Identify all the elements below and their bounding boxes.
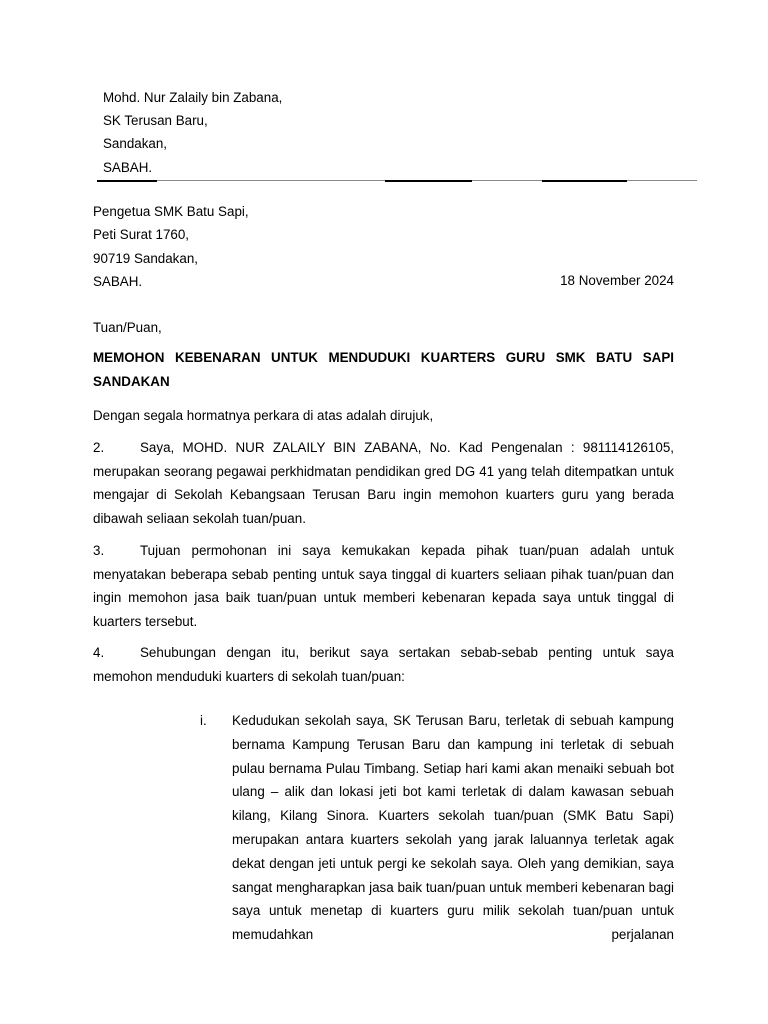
paragraph-number: 4. (93, 645, 105, 660)
intro-line: Dengan segala hormatnya perkara di atas adalah dirujuk, (93, 408, 434, 423)
reason-text: Kedudukan sekolah saya, SK Terusan Baru, terletak di sebuah kampung bernama Kampung Terusan Baru dan kampung ini terletak di sebuah pulau bernama Pulau Timbang. Setiap hari kami akan menaiki sebuah bot ulang – alik dan lokasi jeti bot kami terletak di dalam kawasan sebuah kilang, Kilang Sinora. Kuarters sekolah tuan/puan (SMK Batu Sapi) merupakan antara kuarters sekolah yang jarak laluannya terletak agak dekat dengan jeti untuk pergi ke sekolah saya. Oleh yang demikian, saya sangat mengharapkan jasa baik tuan/puan untuk memberi kebenaran bagi saya untuk menetap di kuarters guru milik sekolah tuan/puan untuk memudahkan perjalanan (232, 713, 674, 943)
recipient-postcode-town: 90719 Sandakan, (93, 250, 198, 266)
paragraph-text: Tujuan permohonan ini saya kemukakan kepada pihak tuan/puan adalah untuk menyatakan beberapa sebab penting untuk saya tinggal di kuarters seliaan pihak tuan/puan dan ingin memohon jasa baik tuan/puan untuk memberi kebenaran kepada saya untuk tinggal di kuarters tersebut. (93, 543, 674, 629)
sender-town: Sandakan, (103, 136, 168, 152)
recipient-title: Pengetua SMK Batu Sapi, (93, 204, 249, 219)
sender-address (103, 86, 282, 179)
recipient-state: SABAH. (93, 273, 143, 289)
sender-state: SABAH. (103, 159, 153, 175)
paragraph-text: Saya, MOHD. NUR ZALAILY BIN ZABANA, No. Kad Pengenalan : 981114126105, merupakan seorang pegawai perkhidmatan pendidikan gred DG 41 yang telah ditempatkan untuk mengajar di Sekolah Kebangsaan Terusan Baru ingin memohon kuarters guru yang berada dibawah seliaan sekolah tuan/puan. (93, 440, 674, 526)
recipient-po-box: Peti Surat 1760, (93, 227, 190, 243)
salutation: Tuan/Puan, (93, 320, 162, 335)
paragraph-number: 3. (93, 543, 105, 558)
recipient-address (93, 200, 249, 293)
sender-school: SK Terusan Baru, (103, 113, 208, 129)
subject-heading: MEMOHON KEBENARAN UNTUK MENDUDUKI KUARTERS GURU SMK BATU SAPI SANDAKAN (93, 350, 674, 389)
paragraph-4 (93, 641, 674, 688)
reason-numeral: i. (200, 713, 207, 728)
letter-date: 18 November 2024 (560, 273, 674, 288)
sender-name: Mohd. Nur Zalaily bin Zabana, (103, 90, 283, 105)
paragraph-3 (93, 539, 674, 633)
paragraph-2 (93, 436, 674, 530)
paragraph-number: 2. (93, 440, 105, 455)
paragraph-text: Sehubungan dengan itu, berikut saya sertakan sebab-sebab penting untuk saya memohon menduduki kuarters di sekolah tuan/puan: (93, 645, 674, 684)
